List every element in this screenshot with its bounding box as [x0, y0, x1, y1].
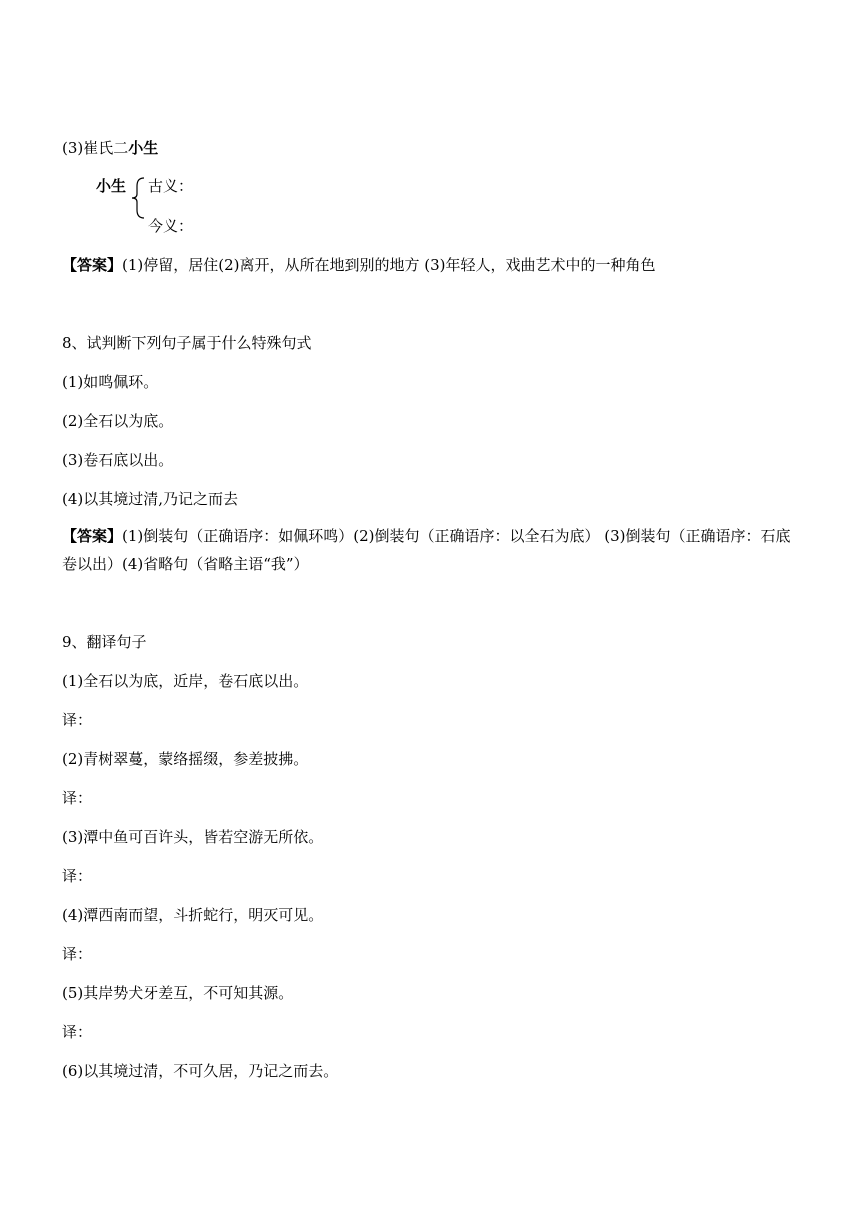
q8-item: (1)如鸣佩环。 — [62, 373, 159, 391]
q9-translate-label: 译： — [62, 711, 93, 729]
q9-translate-label: 译： — [62, 945, 93, 963]
answer-8 — [62, 522, 802, 578]
q9-sentence: (4)潭西南而望，斗折蛇行，明灭可见。 — [62, 906, 324, 924]
q8-item: (4)以其境过清,乃记之而去 — [62, 490, 239, 508]
answer-7 — [62, 255, 656, 275]
q7-item-3 — [62, 138, 158, 158]
q9-sentence: (1)全石以为底，近岸，卷石底以出。 — [62, 672, 309, 690]
q9-sentence: (6)以其境过清，不可久居，乃记之而去。 — [62, 1062, 339, 1080]
answer-label: 【答案】 — [62, 256, 123, 274]
answer-label: 【答案】 — [62, 527, 123, 545]
q8-item: (2)全石以为底。 — [62, 412, 174, 430]
q8-title: 8、试判断下列句子属于什么特殊句式 — [62, 334, 312, 352]
q7-item-3-bold: 小生 — [128, 139, 159, 157]
q9-translate-label: 译： — [62, 1023, 93, 1041]
q8-item: (3)卷石底以出。 — [62, 451, 174, 469]
brace-icon — [130, 176, 146, 220]
q7-item-3-prefix: (3)崔氏二 — [62, 139, 129, 157]
answer-text: (1)停留，居住(2)离开，从所在地到别的地方 (3)年轻人，戏曲艺术中的一种角色 — [122, 256, 656, 274]
ancient-meaning-label: 古义： — [148, 177, 194, 195]
q9-sentence: (3)潭中鱼可百许头，皆若空游无所依。 — [62, 828, 324, 846]
modern-meaning-label: 今义： — [148, 217, 194, 235]
brace-word: 小生 — [96, 177, 127, 195]
answer-text: (1)倒装句（正确语序：如佩环鸣）(2)倒装句（正确语序：以全石为底） (3)倒装句（正确语序：石底卷以出）(4)省略句（省略主语“我”） — [62, 527, 791, 573]
q9-translate-label: 译： — [62, 867, 93, 885]
q9-sentence: (2)青树翠蔓，蒙络摇缀，参差披拂。 — [62, 750, 309, 768]
q9-sentence: (5)其岸势犬牙差互，不可知其源。 — [62, 984, 294, 1002]
q9-title: 9、翻译句子 — [62, 633, 147, 651]
q9-translate-label: 译： — [62, 789, 93, 807]
